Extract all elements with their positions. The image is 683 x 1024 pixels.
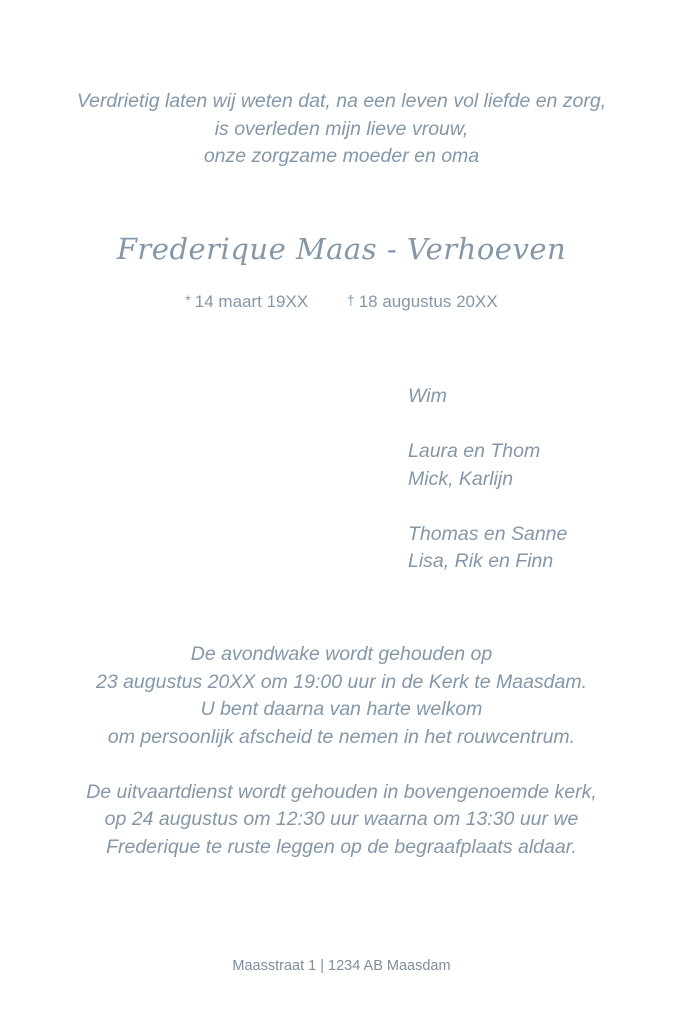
family-group-spouse [408, 383, 567, 411]
family-line: Mick, Karlijn [408, 467, 514, 490]
intro-text [0, 88, 683, 171]
birth-date-group [185, 292, 308, 312]
family-line: Laura en Thom [408, 440, 541, 462]
deceased-name: Frederique Maas - Verhoeven [116, 232, 567, 266]
service-line: op 24 augustus om 12:30 uur waarna om 13:30 uur we [104, 808, 579, 830]
cross-symbol: † [346, 292, 355, 308]
death-date-group [347, 292, 498, 312]
birth-date: 14 maart 19XX [194, 292, 309, 311]
family-line: Thomas en Sanne [408, 522, 568, 545]
service-line: om persoonlijk afscheid te nemen in het rouwcentrum. [107, 725, 576, 748]
funeral-info [0, 779, 683, 862]
family-line: Wim [408, 385, 447, 407]
intro-line: Verdrietig laten wij weten dat, na een leven vol liefde en zorg, [76, 90, 607, 112]
service-line: Frederique te ruste leggen op de begraafplaats aldaar. [106, 835, 577, 858]
vigil-info [0, 641, 683, 751]
service-line: De avondwake wordt gehouden op [190, 643, 493, 665]
family-list [408, 383, 567, 576]
service-line: U bent daarna van harte welkom [200, 698, 483, 720]
life-dates [0, 292, 683, 312]
service-line: 23 augustus 20XX om 19:00 uur in de Kerk te Maasdam. [95, 670, 588, 693]
service-info [0, 641, 683, 861]
service-line: De uitvaartdienst wordt gehouden in bovengenoemde kerk, [86, 780, 597, 803]
family-group-children-1 [408, 438, 567, 493]
family-line: Lisa, Rik en Finn [408, 550, 554, 572]
correspondence-address: Maasstraat 1 | 1234 AB Maasdam [232, 958, 451, 974]
family-group-children-2 [408, 521, 567, 576]
intro-line: is overleden mijn lieve vrouw, [214, 117, 469, 140]
intro-line: onze zorgzame moeder en oma [203, 145, 480, 167]
birth-symbol: * [185, 292, 191, 308]
death-date: 18 augustus 20XX [358, 292, 498, 311]
